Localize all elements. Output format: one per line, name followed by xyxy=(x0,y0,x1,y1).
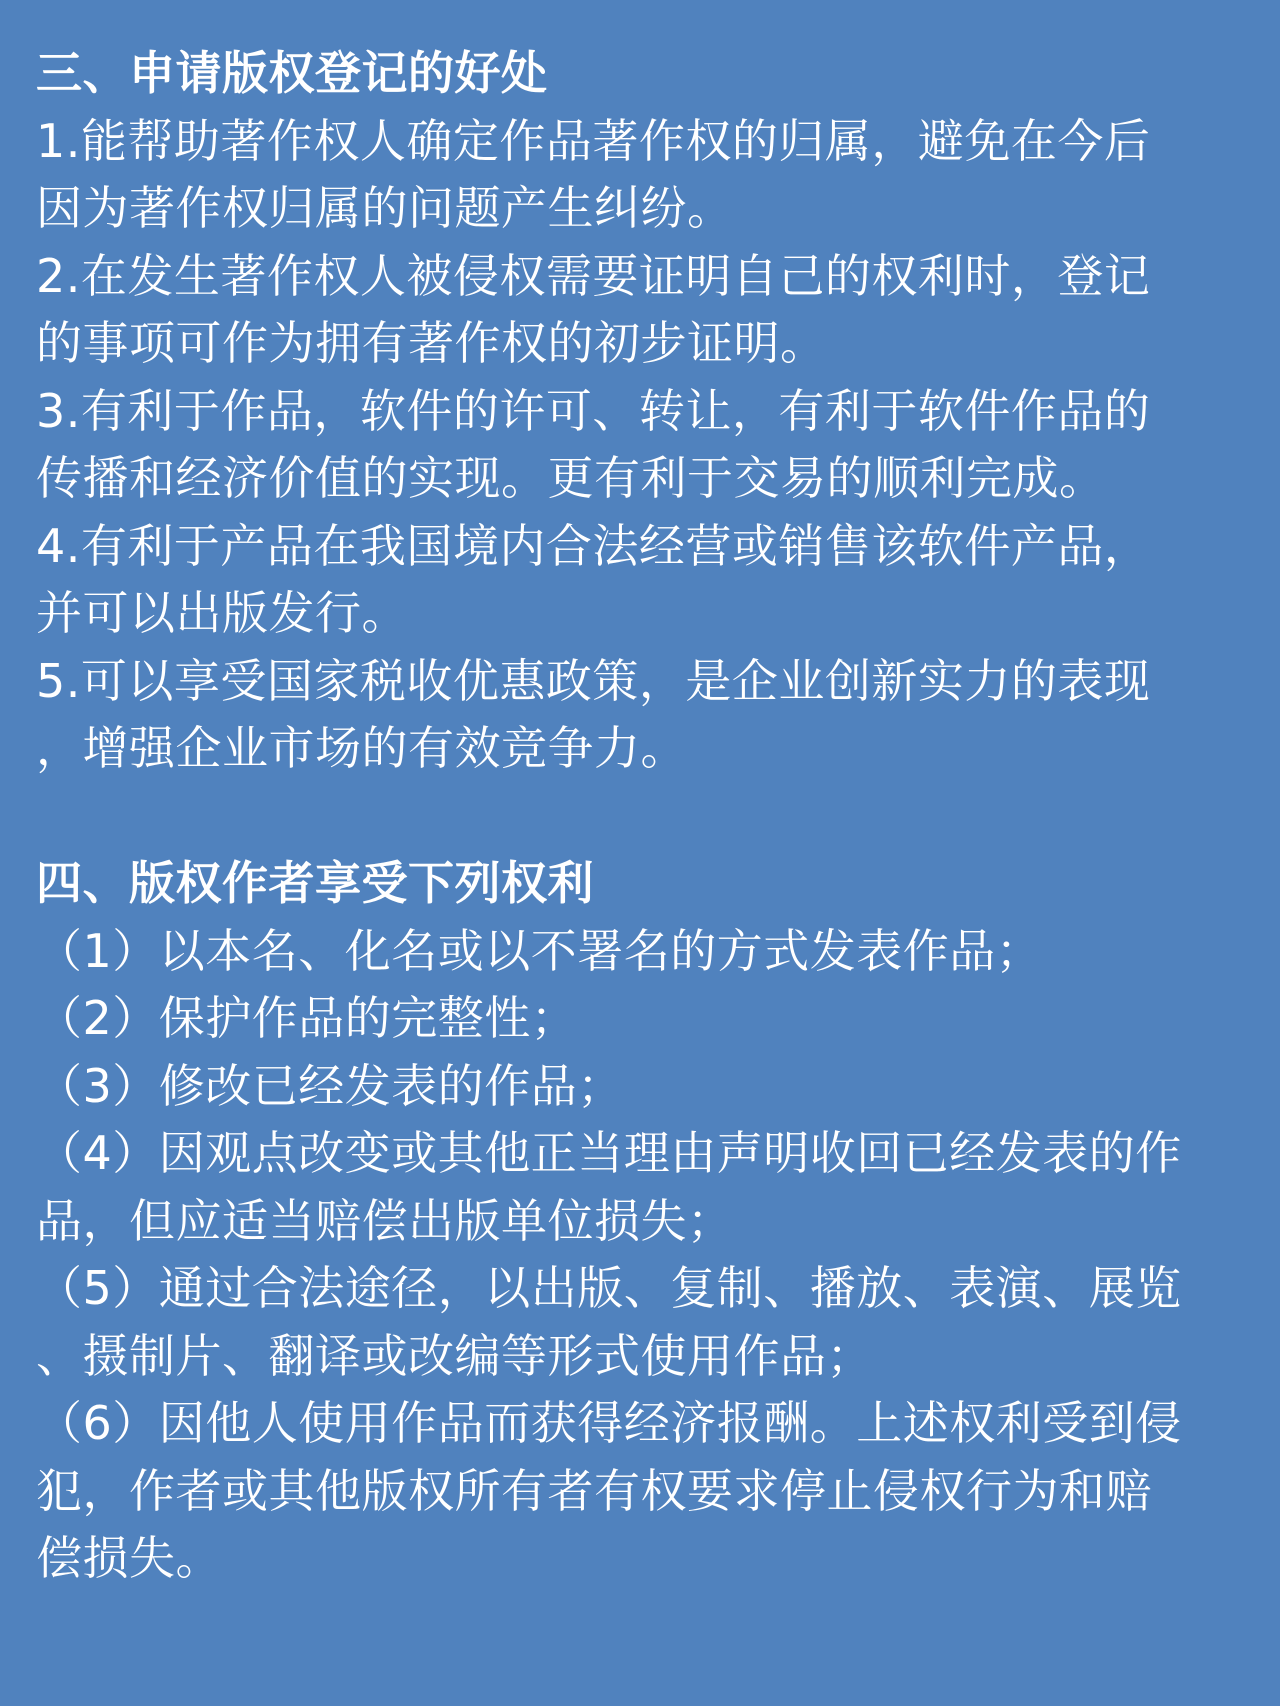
document-body xyxy=(36,40,1246,1593)
section-3-line: 4.有利于产品在我国境内合法经营或销售该软件产品， xyxy=(36,518,1151,573)
section-3-line: 的事项可作为拥有著作权的初步证明。 xyxy=(36,316,827,370)
section-3-line: 3.有利于作品，软件的许可、转让，有利于软件作品的 xyxy=(36,383,1151,438)
section-4-line: 犯，作者或其他版权所有者有权要求停止侵权行为和赔 xyxy=(36,1463,1152,1518)
section-4-line: （6）因他人使用作品而获得经济报酬。上述权利受到侵 xyxy=(36,1396,1182,1450)
section-3-line: ，增强企业市场的有效竞争力。 xyxy=(36,721,687,775)
section-spacer xyxy=(36,783,1246,851)
section-4-line: （3）修改已经发表的作品； xyxy=(36,1058,624,1113)
section-4-line: 、摄制片、翻译或改编等形式使用作品； xyxy=(36,1328,873,1383)
section-3-line: 2.在发生著作权人被侵权需要证明自己的权利时，登记 xyxy=(36,248,1151,303)
section-4-line: 品，但应适当赔偿出版单位损失； xyxy=(36,1193,734,1248)
section-4-title: 四、版权作者享受下列权利 xyxy=(36,856,594,910)
section-4-line: （5）通过合法途径，以出版、复制、播放、表演、展览 xyxy=(36,1261,1182,1315)
section-3-title: 三、申请版权登记的好处 xyxy=(36,46,548,100)
section-3-line: 并可以出版发行。 xyxy=(36,586,408,640)
section-4-line: （1）以本名、化名或以不署名的方式发表作品； xyxy=(36,923,1043,978)
section-3-line: 5.可以享受国家税收优惠政策，是企业创新实力的表现 xyxy=(36,653,1151,708)
section-3-line: 传播和经济价值的实现。更有利于交易的顺利完成。 xyxy=(36,451,1106,505)
section-4-line: （4）因观点改变或其他正当理由声明收回已经发表的作 xyxy=(36,1126,1182,1180)
section-4-line: 偿损失。 xyxy=(36,1531,222,1585)
section-3-line: 1.能帮助著作权人确定作品著作权的归属，避免在今后 xyxy=(36,113,1151,168)
section-4-line: （2）保护作品的完整性； xyxy=(36,991,578,1045)
section-3-line: 因为著作权归属的问题产生纠纷。 xyxy=(36,181,734,235)
